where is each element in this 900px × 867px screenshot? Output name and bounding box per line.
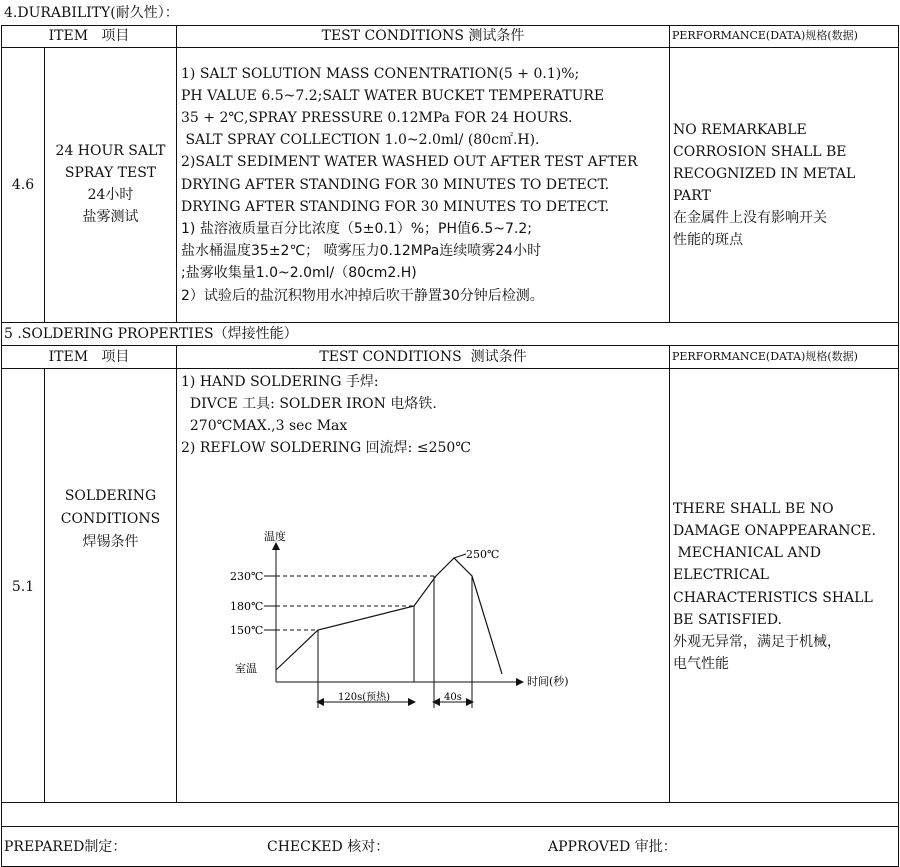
- reflow-profile-diagram: [230, 528, 569, 728]
- test-line: DIVCE 工具: SOLDER IRON 电烙铁.: [181, 396, 437, 412]
- test-line: 2）试验后的盐沉积物用水冲掉后吹干静置30分钟后检测。: [181, 288, 544, 304]
- durability-header-test: TEST CONDITIONS 测试条件: [321, 28, 525, 44]
- perf-line: RECOGNIZED IN METAL: [673, 166, 856, 182]
- y-tick-150: 150℃: [230, 624, 264, 637]
- perf-line: THERE SHALL BE NO: [673, 501, 834, 517]
- perf-line: NO REMARKABLE: [673, 122, 807, 138]
- test-line: 1) HAND SOLDERING 手焊:: [181, 374, 379, 390]
- perf-line: DAMAGE ONAPPEARANCE.: [673, 523, 876, 539]
- perf-line: 性能的斑点: [673, 232, 743, 248]
- approved-label: APPROVED 审批：: [548, 839, 677, 855]
- test-line: 270℃MAX.,3 sec Max: [181, 418, 348, 434]
- test-line: 2) REFLOW SOLDERING 回流焊: ≤250℃: [181, 440, 471, 456]
- perf-line: 电气性能: [673, 656, 729, 672]
- reflow-profile-curve: [276, 558, 502, 674]
- soldering-row-number: 5.1: [11, 579, 35, 595]
- test-line: 1) SALT SOLUTION MASS CONENTRATION(5 + 0.1)%;: [181, 66, 580, 82]
- item-line: 24小时: [87, 187, 134, 203]
- test-line: DRYING AFTER STANDING FOR 30 MINUTES TO DETECT.: [181, 199, 610, 215]
- perf-line: ELECTRICAL: [673, 567, 769, 583]
- y-axis-label: 温度: [264, 530, 286, 543]
- test-line: 2)SALT SEDIMENT WATER WASHED OUT AFTER TEST AFTER: [181, 154, 638, 170]
- y-tick-230: 230℃: [230, 570, 264, 583]
- item-line: 24 HOUR SALT: [55, 143, 166, 159]
- checked-label: CHECKED 核对：: [267, 839, 390, 855]
- test-line: PH VALUE 6.5~7.2;SALT WATER BUCKET TEMPERATURE: [181, 88, 605, 104]
- perf-line: MECHANICAL AND: [673, 545, 821, 561]
- item-line: SOLDERING: [64, 488, 157, 504]
- item-line: CONDITIONS: [60, 511, 161, 527]
- durability-section-title: 4.DURABILITY(耐久性）：: [4, 5, 179, 21]
- y-tick-180: 180℃: [230, 600, 264, 613]
- durability-row-number: 4.6: [11, 177, 35, 193]
- test-line: DRYING AFTER STANDING FOR 30 MINUTES TO DETECT.: [181, 177, 610, 193]
- prepared-label: PREPARED制定：: [4, 839, 127, 855]
- reflow-duration-label: 40s: [444, 692, 462, 703]
- x-axis-label: 时间(秒): [527, 675, 569, 688]
- test-line: 1) 盐溶液质量百分比浓度（5±0.1）%；PH值6.5~7.2;: [181, 221, 532, 237]
- preheat-duration-label: 120s(预热): [338, 692, 391, 703]
- item-line: SPRAY TEST: [64, 165, 157, 181]
- soldering-header-performance: PERFORMANCE(DATA)规格(数据): [672, 350, 858, 363]
- soldering-header-test: TEST CONDITIONS 测试条件: [319, 349, 527, 365]
- test-line: SALT SPRAY COLLECTION 1.0~2.0ml/ (80c㎡.H).: [181, 132, 540, 148]
- perf-line: 在金属件上没有影响开关: [673, 210, 827, 226]
- test-line: ;盐雾收集量1.0~2.0ml/（80cm2.H): [181, 265, 417, 281]
- y-tick-room: 室温: [235, 662, 257, 675]
- perf-line: PART: [673, 188, 711, 204]
- test-line: 盐水桶温度35±2℃； 喷雾压力0.12MPa连续喷雾24小时: [181, 243, 542, 259]
- soldering-section-title: 5 .SOLDERING PROPERTIES（焊接性能）: [4, 326, 298, 342]
- perf-line: 外观无异常，满足于机械，: [673, 634, 841, 650]
- test-line: 35 + 2℃,SPRAY PRESSURE 0.12MPa FOR 24 HOURS.: [181, 110, 573, 126]
- perf-line: CORROSION SHALL BE: [673, 144, 847, 160]
- soldering-header-item: ITEM 项目: [48, 349, 130, 365]
- perf-line: BE SATISFIED.: [673, 612, 782, 628]
- peak-label: 250℃: [466, 548, 500, 561]
- perf-line: CHARACTERISTICS SHALL: [673, 590, 873, 606]
- item-line: 焊锡条件: [82, 534, 139, 550]
- item-line: 盐雾测试: [82, 209, 139, 225]
- durability-header-performance: PERFORMANCE(DATA)规格(数据): [672, 29, 858, 42]
- durability-header-item: ITEM 项目: [48, 28, 130, 44]
